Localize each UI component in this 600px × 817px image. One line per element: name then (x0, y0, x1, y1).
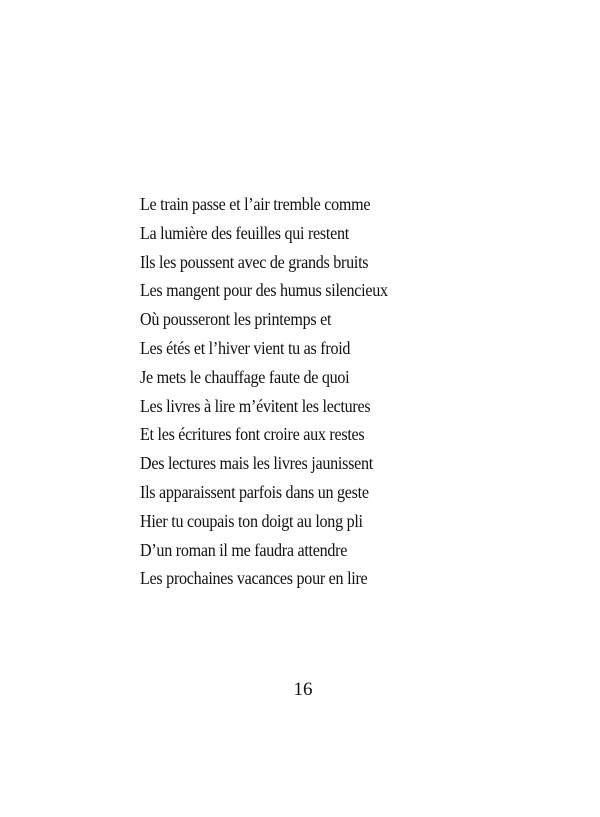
poem-line: Des lectures mais les livres jaunissent (140, 453, 373, 474)
page-number: 16 (293, 679, 313, 700)
poem-stanza (140, 190, 560, 593)
poem-line: Le train passe et l’air tremble comme (140, 194, 371, 214)
poem-line: Les prochaines vacances pour en lire (140, 568, 368, 589)
poem-line: Hier tu coupais ton doigt au long pli (140, 510, 363, 531)
poem-line: Les étés et l’hiver vient tu as froid (140, 337, 351, 358)
poem-line: Ils les poussent avec de grands bruits (140, 251, 369, 272)
poem-line: Les mangent pour des humus silencieux (140, 280, 388, 301)
poem-line: Et les écritures font croire aux restes (140, 424, 365, 445)
poem-line: Je mets le chauffage faute de quoi (140, 366, 350, 387)
poem-line: D’un roman il me faudra attendre (140, 539, 348, 560)
poem-line: La lumière des feuilles qui restent (140, 222, 349, 243)
poem-line: Où pousseront les printemps et (140, 309, 332, 330)
poem-line: Les livres à lire m’évitent les lectures (140, 395, 371, 416)
poem-line: Ils apparaissent parfois dans un geste (140, 481, 369, 502)
